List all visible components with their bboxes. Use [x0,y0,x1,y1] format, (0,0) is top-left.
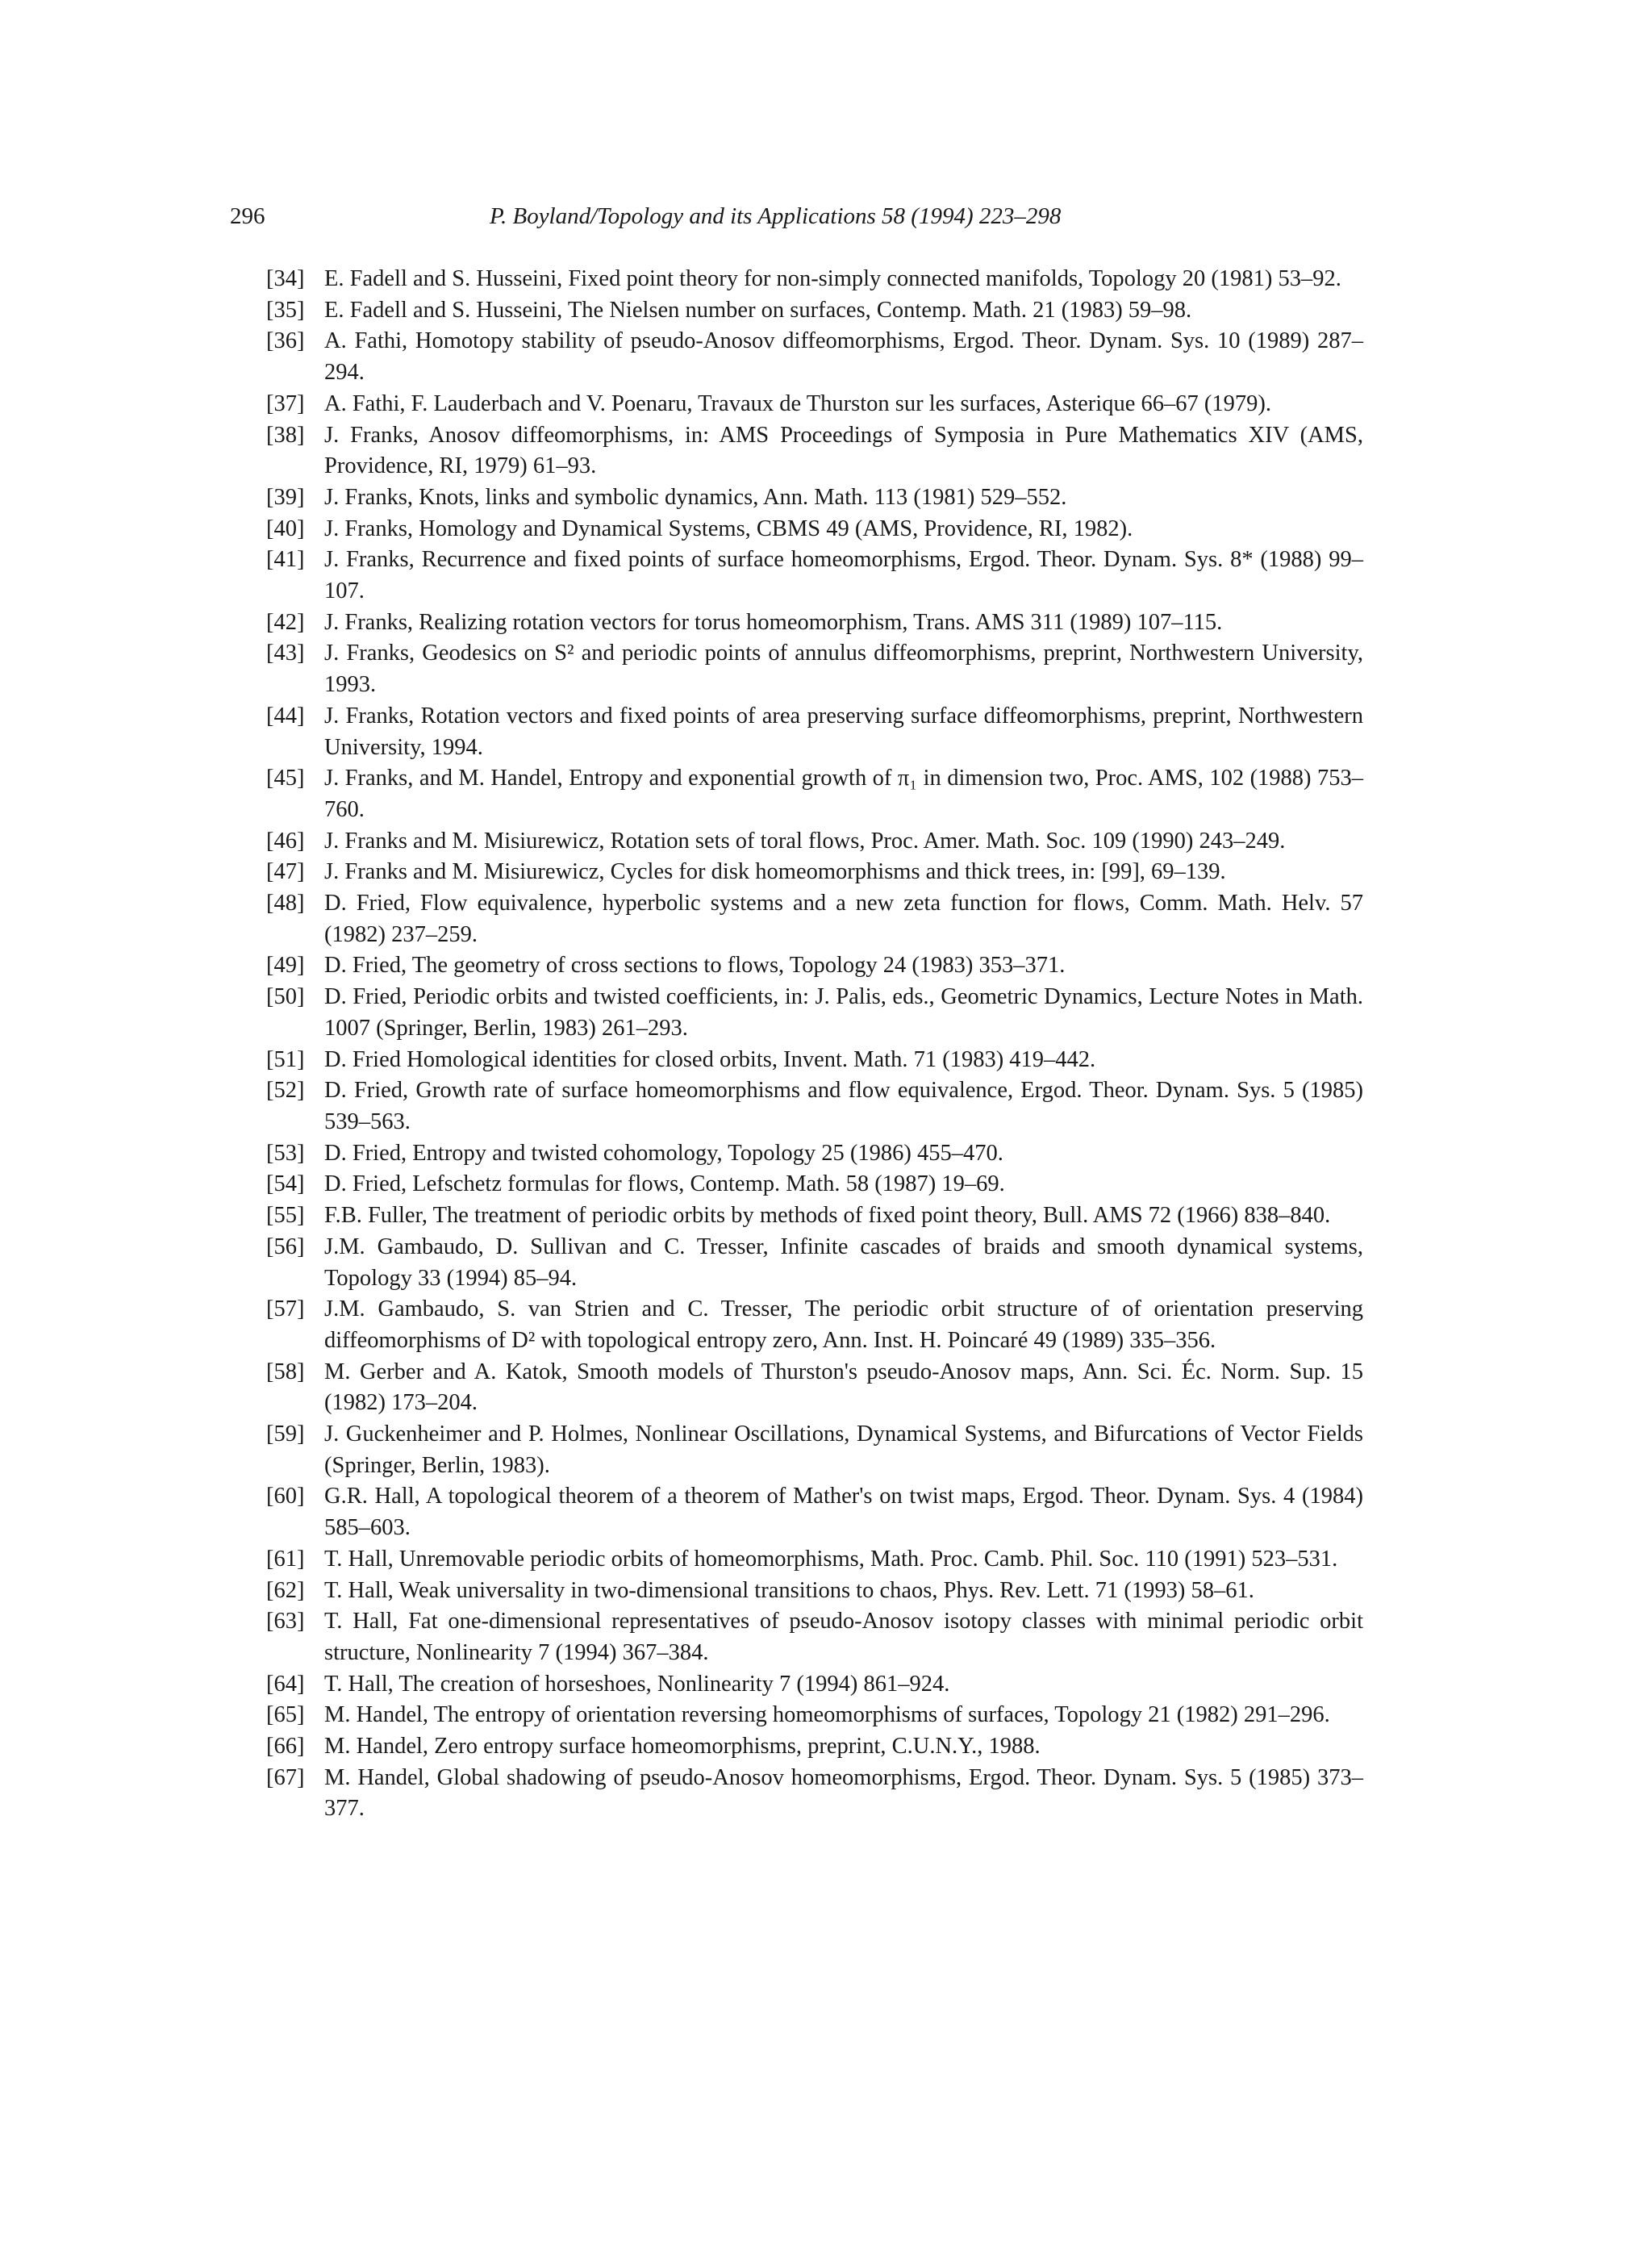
reference-text: M. Handel, The entropy of orientation reversing homeomorphisms of surfaces, Topology 21 (1982) 291–296. [324,1702,1330,1728]
reference-number: [67] [266,1764,305,1790]
reference-entry [266,701,1363,763]
reference-text: J. Franks, Anosov diffeomorphisms, in: AMS Proceedings of Symposia in Pure Mathematics XIV (AMS, Providence, RI, 1979) 61–93. [324,422,1363,479]
reference-entry [266,857,1363,888]
reference-text: G.R. Hall, A topological theorem of a theorem of Mather's on twist maps, Ergod. Theor. Dynam. Sys. 4 (1984) 585–603. [324,1484,1363,1541]
reference-number: [66] [266,1734,305,1760]
reference-entry [266,326,1363,388]
reference-entry [266,514,1363,545]
reference-text: D. Fried, Entropy and twisted cohomology, Topology 25 (1986) 455–470. [324,1140,1003,1166]
reference-entry [266,1606,1363,1668]
reference-number: [43] [266,641,305,666]
reference-entry [266,1763,1363,1825]
reference-number: [42] [266,609,305,635]
reference-text: J. Franks, and M. Handel, Entropy and exponential growth of π₁ in dimension two, Proc. AMS, 102 (1988) 753–760. [324,766,1363,822]
reference-entry [266,763,1363,825]
reference-text: D. Fried Homological identities for closed orbits, Invent. Math. 71 (1983) 419–442. [324,1046,1096,1072]
reference-text: J. Franks, Geodesics on S² and periodic points of annulus diffeomorphisms, preprint, Northwestern University, 1993. [324,641,1363,698]
reference-number: [34] [266,266,305,291]
reference-entry [266,1700,1363,1731]
reference-entry [266,826,1363,858]
reference-number: [36] [266,328,305,354]
reference-entry [266,1419,1363,1481]
page-header [230,200,1359,232]
reference-text: J. Franks and M. Misiurewicz, Rotation sets of toral flows, Proc. Amer. Math. Soc. 109 (1990) 243–249. [324,828,1286,854]
reference-text: D. Fried, Growth rate of surface homeomorphisms and flow equivalence, Ergod. Theor. Dynam. Sys. 5 (1985) 539–563. [324,1078,1363,1134]
reference-text: T. Hall, Weak universality in two-dimensional transitions to chaos, Phys. Rev. Lett. 71 (1993) 58–61. [324,1577,1254,1603]
reference-number: [49] [266,953,305,979]
reference-text: J. Franks, Homology and Dynamical Systems, CBMS 49 (AMS, Providence, RI, 1982). [324,516,1133,541]
reference-entry [266,1138,1363,1170]
reference-number: [59] [266,1421,305,1447]
reference-number: [50] [266,984,305,1010]
reference-number: [61] [266,1546,305,1572]
reference-number: [54] [266,1171,305,1197]
reference-number: [48] [266,891,305,916]
reference-text: M. Handel, Zero entropy surface homeomorphisms, preprint, C.U.N.Y., 1988. [324,1734,1041,1760]
reference-number: [41] [266,547,305,573]
reference-entry [266,1294,1363,1356]
reference-number: [40] [266,516,305,541]
reference-number: [38] [266,422,305,448]
reference-text: D. Fried, Lefschetz formulas for flows, Contemp. Math. 58 (1987) 19–69. [324,1171,1005,1197]
reference-number: [44] [266,703,305,728]
reference-text: J. Franks, Recurrence and fixed points of surface homeomorphisms, Ergod. Theor. Dynam. Sys. 8* (1988) 99–107. [324,547,1363,604]
reference-entry [266,389,1363,420]
reference-number: [55] [266,1203,305,1229]
reference-number: [57] [266,1296,305,1322]
reference-entry [266,1731,1363,1763]
reference-text: M. Gerber and A. Katok, Smooth models of Thurston's pseudo-Anosov maps, Ann. Sci. Éc. Norm. Sup. 15 (1982) 173–204. [324,1359,1363,1416]
reference-number: [58] [266,1359,305,1384]
reference-text: J. Franks and M. Misiurewicz, Cycles for disk homeomorphisms and thick trees, in: [99], 69–139. [324,859,1226,885]
reference-number: [45] [266,766,305,791]
reference-text: J. Franks, Knots, links and symbolic dynamics, Ann. Math. 113 (1981) 529–552. [324,484,1067,510]
reference-text: T. Hall, Fat one-dimensional representatives of pseudo-Anosov isotopy classes with minimal periodic orbit structure, Nonlinearity 7 (1994) 367–384. [324,1609,1363,1665]
reference-text: D. Fried, The geometry of cross sections to flows, Topology 24 (1983) 353–371. [324,953,1066,979]
reference-number: [46] [266,828,305,854]
reference-text: D. Fried, Periodic orbits and twisted coefficients, in: J. Palis, eds., Geometric Dynamics, Lecture Notes in Math. 1007 (Springer, Berlin, 1983) 261–293. [324,984,1363,1041]
reference-number: [35] [266,297,305,323]
reference-text: A. Fathi, F. Lauderbach and V. Poenaru, Travaux de Thurston sur les surfaces, Asterique 66–67 (1979). [324,390,1271,416]
reference-text: T. Hall, The creation of horseshoes, Nonlinearity 7 (1994) 861–924. [324,1671,950,1697]
running-title: P. Boyland/Topology and its Applications 58 (1994) 223–298 [490,203,1062,229]
reference-text: E. Fadell and S. Husseini, Fixed point theory for non-simply connected manifolds, Topology 20 (1981) 53–92. [324,266,1341,291]
reference-entry [266,888,1363,950]
reference-text: J.M. Gambaudo, D. Sullivan and C. Tresser, Infinite cascades of braids and smooth dynamical systems, Topology 33 (1994) 85–94. [324,1234,1363,1291]
reference-entry [266,1481,1363,1543]
page-number: 296 [230,203,265,229]
reference-text: F.B. Fuller, The treatment of periodic orbits by methods of fixed point theory, Bull. AMS 72 (1966) 838–840. [324,1203,1331,1229]
reference-text: J. Franks, Rotation vectors and fixed points of area preserving surface diffeomorphisms, preprint, Northwestern University, 1994. [324,703,1363,760]
reference-entry [266,1075,1363,1138]
reference-entry [266,1045,1363,1076]
reference-text: J. Guckenheimer and P. Holmes, Nonlinear Oscillations, Dynamical Systems, and Bifurcations of Vector Fields (Springer, Berlin, 1983). [324,1421,1363,1478]
reference-number: [37] [266,390,305,416]
reference-number: [51] [266,1046,305,1072]
reference-entry [266,295,1363,327]
reference-entry [266,982,1363,1044]
reference-number: [47] [266,859,305,885]
reference-entry [266,1669,1363,1701]
reference-entry [266,607,1363,639]
reference-entry [266,1576,1363,1607]
reference-entry [266,1544,1363,1576]
reference-text: A. Fathi, Homotopy stability of pseudo-Anosov diffeomorphisms, Ergod. Theor. Dynam. Sys. 10 (1989) 287–294. [324,328,1363,386]
reference-number: [53] [266,1140,305,1166]
reference-entry [266,264,1363,295]
reference-entry [266,1200,1363,1232]
reference-entry [266,482,1363,514]
reference-entry [266,638,1363,700]
reference-number: [56] [266,1234,305,1259]
reference-text: E. Fadell and S. Husseini, The Nielsen number on surfaces, Contemp. Math. 21 (1983) 59–98. [324,297,1192,323]
reference-entry [266,545,1363,607]
reference-text: J. Franks, Realizing rotation vectors for torus homeomorphism, Trans. AMS 311 (1989) 107–115. [324,609,1223,635]
reference-number: [52] [266,1078,305,1104]
reference-text: M. Handel, Global shadowing of pseudo-Anosov homeomorphisms, Ergod. Theor. Dynam. Sys. 5 (1985) 373–377. [324,1764,1363,1822]
reference-entry [266,950,1363,982]
reference-entry [266,420,1363,482]
reference-text: T. Hall, Unremovable periodic orbits of homeomorphisms, Math. Proc. Camb. Phil. Soc. 110 (1991) 523–531. [324,1546,1338,1572]
reference-text: D. Fried, Flow equivalence, hyperbolic systems and a new zeta function for flows, Comm. Math. Helv. 57 (1982) 237–259. [324,891,1363,947]
reference-entry [266,1169,1363,1200]
reference-list [266,264,1363,1825]
reference-text: J.M. Gambaudo, S. van Strien and C. Tresser, The periodic orbit structure of of orientation preserving diffeomorphisms of D² with topological entropy zero, Ann. Inst. H. Poincaré 49 (1989) 335–356. [324,1296,1363,1353]
reference-number: [39] [266,484,305,510]
reference-number: [65] [266,1702,305,1728]
reference-number: [63] [266,1609,305,1634]
reference-number: [62] [266,1577,305,1603]
reference-number: [60] [266,1484,305,1509]
reference-entry [266,1232,1363,1294]
reference-number: [64] [266,1671,305,1697]
reference-entry [266,1357,1363,1419]
